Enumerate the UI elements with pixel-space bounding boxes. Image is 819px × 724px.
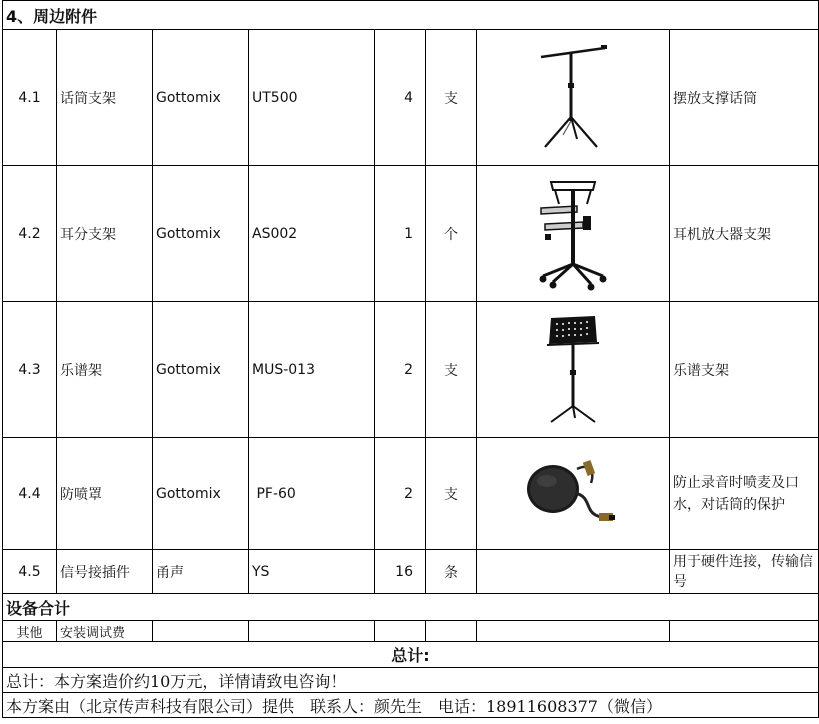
summary-title: 设备合计 [3, 594, 819, 621]
item-desc: 耳机放大器支架 [670, 166, 819, 302]
item-name: 乐谱架 [57, 302, 153, 438]
music-stand-icon [543, 314, 603, 426]
item-model: PF-60 [249, 438, 375, 550]
item-unit: 个 [426, 166, 477, 302]
item-brand: Gottomix [153, 166, 249, 302]
section-title: 4、周边附件 [3, 1, 819, 30]
item-brand: Gottomix [153, 30, 249, 166]
item-model: UT500 [249, 30, 375, 166]
item-qty: 2 [375, 438, 426, 550]
pop-filter-icon [523, 459, 623, 529]
item-desc: 乐谱支架 [670, 302, 819, 438]
other-value: 安装调试费 [57, 621, 153, 642]
item-image [477, 550, 670, 594]
item-model: YS [249, 550, 375, 594]
note-contact: 本方案由（北京传声科技有限公司）提供 联系人：颜先生 电话：18911608377（微信） [3, 693, 819, 718]
table-row [3, 166, 819, 302]
table-row [3, 438, 819, 550]
item-image [477, 166, 670, 302]
item-unit: 支 [426, 30, 477, 166]
item-model: MUS-013 [249, 302, 375, 438]
item-brand: Gottomix [153, 302, 249, 438]
item-image [477, 438, 670, 550]
item-no: 4.1 [3, 30, 57, 166]
note-cost: 总计：本方案造价约10万元，详情请致电咨询！ [3, 668, 819, 693]
item-no: 4.2 [3, 166, 57, 302]
item-name: 耳分支架 [57, 166, 153, 302]
table-row [3, 550, 819, 594]
item-name: 防喷罩 [57, 438, 153, 550]
item-desc: 防止录音时喷麦及口水，对话筒的保护 [670, 438, 819, 550]
item-unit: 支 [426, 438, 477, 550]
item-no: 4.3 [3, 302, 57, 438]
item-name: 信号接插件 [57, 550, 153, 594]
total-label: 总计: [3, 642, 819, 668]
item-no: 4.4 [3, 438, 57, 550]
item-unit: 条 [426, 550, 477, 594]
table-row [3, 302, 819, 438]
item-model: AS002 [249, 166, 375, 302]
item-qty: 4 [375, 30, 426, 166]
headphone-amp-stand-icon [533, 176, 613, 291]
item-image [477, 30, 670, 166]
item-name: 话筒支架 [57, 30, 153, 166]
item-brand: Gottomix [153, 438, 249, 550]
item-qty: 16 [375, 550, 426, 594]
item-qty: 1 [375, 166, 426, 302]
item-qty: 2 [375, 302, 426, 438]
other-label: 其他 [3, 621, 57, 642]
table-row [3, 30, 819, 166]
item-image [477, 302, 670, 438]
accessories-table [2, 0, 819, 718]
mic-stand-icon [533, 43, 613, 153]
item-desc: 摆放支撑话筒 [670, 30, 819, 166]
item-no: 4.5 [3, 550, 57, 594]
item-desc: 用于硬件连接，传输信号 [670, 550, 819, 594]
item-unit: 支 [426, 302, 477, 438]
item-brand: 甬声 [153, 550, 249, 594]
